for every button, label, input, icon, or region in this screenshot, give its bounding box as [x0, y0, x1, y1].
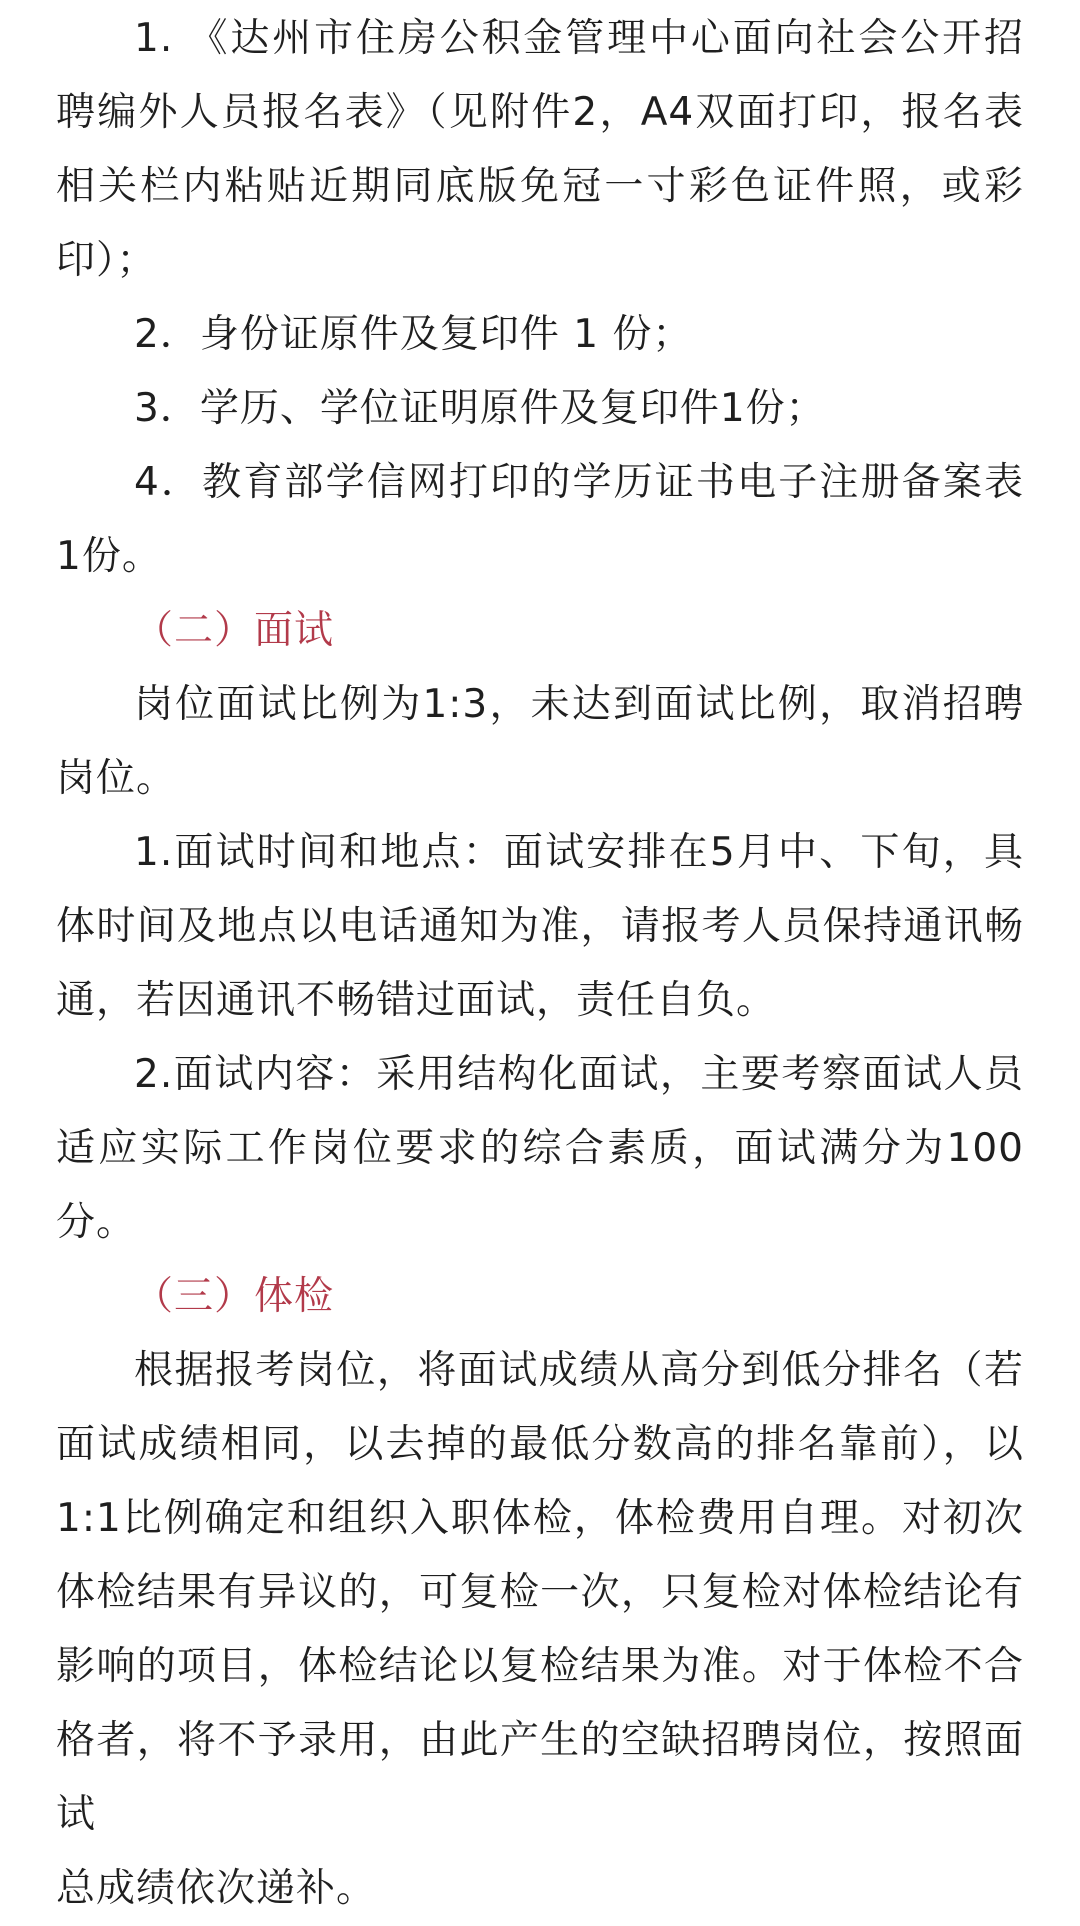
requirement-item-2: 2．身份证原件及复印件 1 份； [134, 312, 693, 357]
interview-time-place: 1.面试时间和地点：面试安排在5月中、下旬，具体时间及地点以电话通知为准，请报考人员保持通讯畅通，若因通讯不畅错过面试，责任自负。 [56, 830, 1024, 1023]
interview-content: 2.面试内容：采用结构化面试，主要考察面试人员适应实际工作岗位要求的综合素质，面试满分为100分。 [56, 1052, 1024, 1245]
requirement-item-4: 4．教育部学信网打印的学历证书电子注册备案表1份。 [56, 460, 1024, 579]
physical-exam-heading: （三）体检 [134, 1274, 335, 1319]
physical-exam-body: 根据报考岗位，将面试成绩从高分到低分排名（若面试成绩相同，以去掉的最低分数高的排名靠前），以1:1比例确定和组织入职体检，体检费用自理。对初次体检结果有异议的，可复检一次，只复检对体检结论有影响的项目，体检结论以复检结果为准。对于体检不合格者，将不予录用，由此产生的空缺招聘岗位，按照面试 [56, 1348, 1024, 1837]
physical-exam-cut-line [56, 1852, 1024, 1926]
interview-heading: （二）面试 [134, 608, 335, 653]
physical-exam-cut-text: 总成绩依次递补。 [56, 1866, 377, 1911]
requirement-item-1: 1. 《达州市住房公积金管理中心面向社会公开招聘编外人员报名表》（见附件2，A4双面打印，报名表相关栏内粘贴近期同底版免冠一寸彩色证件照，或彩印）； [56, 16, 1024, 283]
interview-intro: 岗位面试比例为1:3，未达到面试比例，取消招聘岗位。 [56, 682, 1024, 801]
requirement-item-3: 3．学历、学位证明原件及复印件1份； [134, 386, 826, 431]
